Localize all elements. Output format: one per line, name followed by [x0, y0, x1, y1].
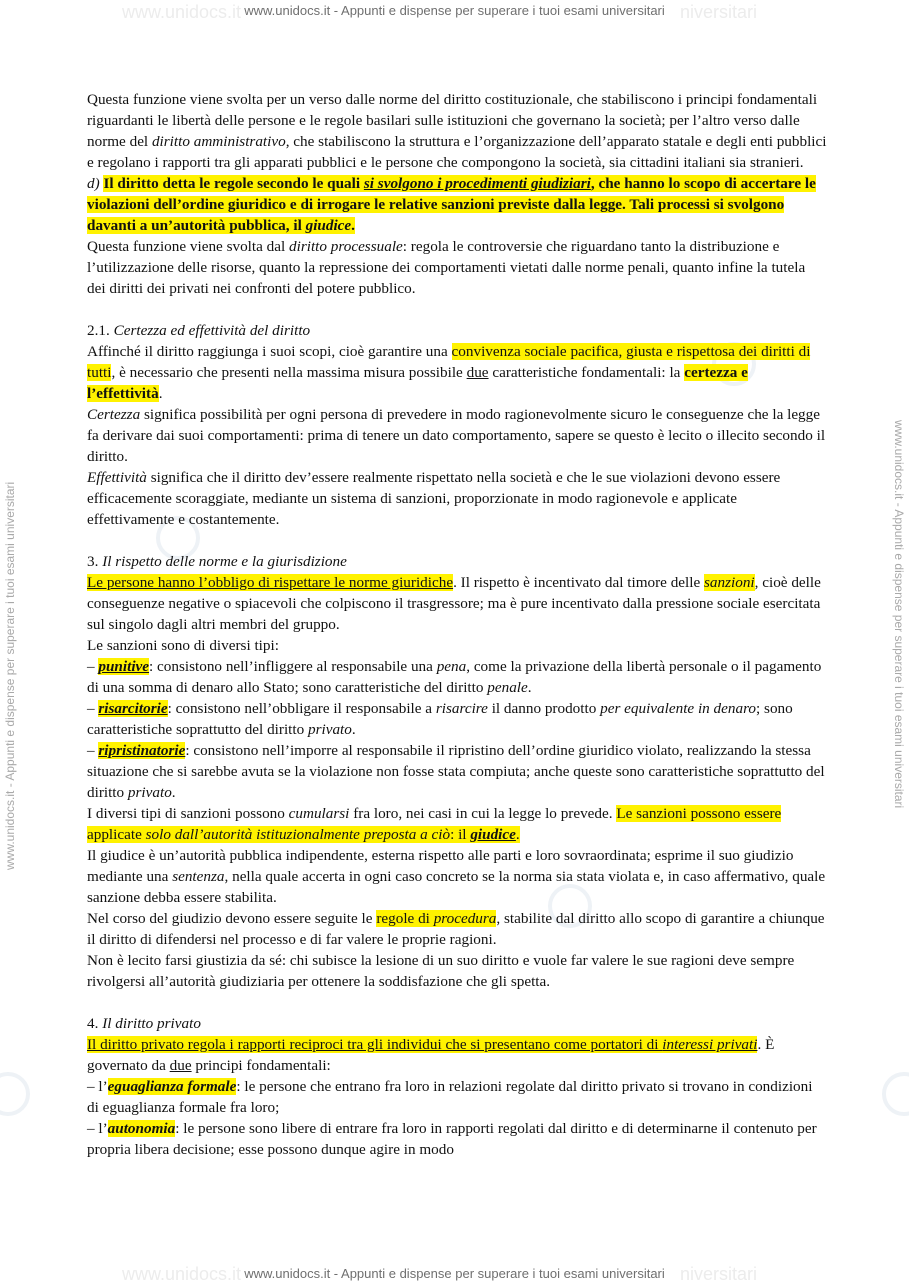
- list-item: – l’eguaglianza formale: le persone che entrano fra loro in relazioni regolate dal diritto privato si trovano in condizioni di eguaglianza formale fra loro;: [87, 1078, 813, 1116]
- paragraph: Le sanzioni sono di diversi tipi:: [87, 637, 279, 654]
- paragraph: Certezza significa possibilità per ogni persona di prevedere in modo ragionevolmente sicuro le conseguenze che la legge fa derivare dai suoi comportamenti: prima di tenere un dato comportamento, sapere se questo è lecito o illecito secondo il diritto.: [87, 406, 826, 465]
- header-watermark: www.unidocs.it - Appunti e dispense per superare i tuoi esami universitari: [244, 3, 665, 18]
- section-heading: 3. Il rispetto delle norme e la giurisdizione: [87, 553, 347, 570]
- paragraph: Il giudice è un’autorità pubblica indipendente, esterna rispetto alle parti e loro sovraordinata; esprime il suo giudizio mediante una sentenza, nella quale accerta in ogni caso concreto se la norma sia stata violata e, in caso affermativo, quale sanzione debba essere stabilita.: [87, 847, 826, 906]
- paragraph: Il diritto privato regola i rapporti reciproci tra gli individui che si presentano come portatori di interessi privati. È governato da due principi fondamentali:: [87, 1036, 775, 1074]
- footer-watermark: www.unidocs.it - Appunti e dispense per superare i tuoi esami universitari: [244, 1266, 665, 1281]
- ghost-watermark-top-left: www.unidocs.it: [122, 2, 242, 22]
- list-item: – l’autonomia: le persone sono libere di entrare fra loro in rapporti regolati dal diritto e di determinarne il contenuto per propria libera decisione; esse possono dunque agire in modo: [87, 1120, 817, 1158]
- paragraph: Questa funzione viene svolta dal diritto processuale: regola le controversie che riguardano tanto la distribuzione e l’utilizzazione delle risorse, quanto la repressione dei comportamenti vietati dalle norme penali, quanto infine la tutela dei diritti dei privati nei confronti del potere pubblico.: [87, 238, 806, 297]
- ghost-watermark-bottom-left: www.unidocs.it: [122, 1264, 242, 1284]
- paragraph: Questa funzione viene svolta per un verso dalle norme del diritto costituzionale, che stabiliscono i principi fondamentali riguardanti le libertà delle persone e le regole basilari sulle istituzioni che governano la società; per l’altro verso dalle norme del diritto amministrativo, che stabiliscono la struttura e l’organizzazione dell’apparato statale e degli enti pubblici e regolano i rapporti tra gli apparati pubblici e le persone che compongono la società, sia cittadini italiani sia stranieri.: [87, 91, 827, 171]
- paragraph: Non è lecito farsi giustizia da sé: chi subisce la lesione di un suo diritto e vuole far valere le sue ragioni deve sempre rivolgersi all’autorità giudiziaria per ottenere la soddisfazione che gli spetta.: [87, 952, 795, 990]
- paragraph: d) Il diritto detta le regole secondo le quali si svolgono i procedimenti giudiziari, che hanno lo scopo di accertare le violazioni dell’ordine giuridico e di irrogare le relative sanzioni previste dalla legge. Tali processi si svolgono davanti a un’autorità pubblica, il giudice.: [87, 175, 816, 234]
- watermark-logo-icon: [0, 1072, 30, 1116]
- watermark-logo-icon: [882, 1072, 909, 1116]
- ghost-watermark-top-right: niversitari: [680, 2, 758, 22]
- paragraph: Nel corso del giudizio devono essere seguite le regole di procedura, stabilite dal diritto allo scopo di garantire a chiunque il diritto di difendersi nel processo e di far valere le proprie ragioni.: [87, 910, 825, 948]
- section-heading: 2.1. Certezza ed effettività del diritto: [87, 322, 311, 339]
- ghost-watermark-bottom-right: niversitari: [680, 1264, 758, 1284]
- document-body: [87, 89, 827, 1160]
- paragraph: Effettività significa che il diritto dev’essere realmente rispettato nella società e che le sue violazioni devono essere efficacemente scoraggiate, mediante un sistema di sanzioni, proporzionate in modo ragionevole e applicate effettivamente e costantemente.: [87, 469, 781, 528]
- paragraph: Le persone hanno l’obbligo di rispettare le norme giuridiche. Il rispetto è incentivato dal timore delle sanzioni, cioè delle conseguenze negative o spiacevoli che colpiscono il trasgressore; ma è pure incentivato dalla pressione sociale esercitata sul singolo dagli altri membri del gruppo.: [87, 574, 821, 633]
- left-side-watermark: www.unidocs.it - Appunti e dispense per superare i tuoi esami universitari: [3, 481, 17, 870]
- list-item: – ripristinatorie: consistono nell’imporre al responsabile il ripristino dell’ordine giuridico violato, realizzando la stessa situazione che si sarebbe avuta se la violazione non fosse stata compiuta; anche queste sono caratteristiche soprattutto del diritto privato.: [87, 742, 825, 801]
- paragraph: Affinché il diritto raggiunga i suoi scopi, cioè garantire una convivenza sociale pacifica, giusta e rispettosa dei diritti di tutti, è necessario che presenti nella massima misura possibile due caratteristiche fondamentali: la certezza e l’effettività.: [87, 343, 811, 402]
- right-side-watermark: www.unidocs.it - Appunti e dispense per superare i tuoi esami universitari: [892, 420, 906, 809]
- list-item: – risarcitorie: consistono nell’obbligare il responsabile a risarcire il danno prodotto per equivalente in denaro; sono caratteristiche soprattutto del diritto privato.: [87, 700, 793, 738]
- section-heading: 4. Il diritto privato: [87, 1015, 201, 1032]
- list-item: – punitive: consistono nell’infliggere al responsabile una pena, come la privazione della libertà personale o il pagamento di una somma di denaro allo Stato; sono caratteristiche del diritto penale.: [87, 658, 822, 696]
- paragraph: I diversi tipi di sanzioni possono cumularsi fra loro, nei casi in cui la legge lo prevede. Le sanzioni possono essere applicate solo dall’autorità istituzionalmente preposta a ciò: il giudice.: [87, 805, 782, 843]
